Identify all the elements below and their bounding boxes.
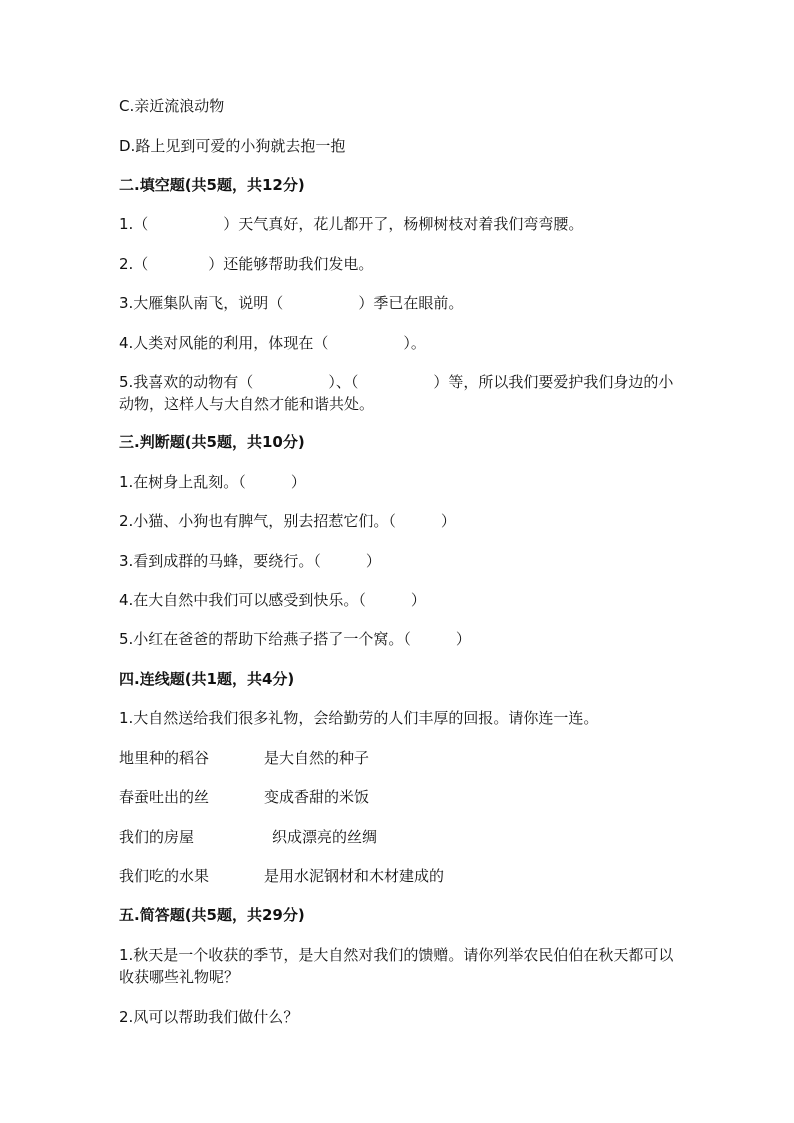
fill-blank-item-1: 1.（ ）天气真好，花儿都开了，杨柳树枝对着我们弯弯腰。 <box>119 215 584 233</box>
short-answer-item-2: 2.风可以帮助我们做什么？ <box>119 1008 299 1026</box>
matching-right-item: 织成漂亮的丝绸 <box>272 828 378 846</box>
matching-left-item: 地里种的稻谷 <box>119 749 210 767</box>
section-heading-judge: 三.判断题(共5题，共10分) <box>119 433 305 451</box>
section-heading-matching: 四.连线题(共1题，共4分) <box>119 670 295 688</box>
judge-item-2: 2.小猫、小狗也有脾气，别去招惹它们。（ ） <box>119 512 456 530</box>
choice-option-d: D.路上见到可爱的小狗就去抱一抱 <box>119 137 346 155</box>
matching-right-item: 是大自然的种子 <box>264 749 370 767</box>
fill-blank-item-4: 4.人类对风能的利用，体现在（ ）。 <box>119 334 426 352</box>
fill-blank-item-3: 3.大雁集队南飞，说明（ ）季已在眼前。 <box>119 294 464 312</box>
section-heading-fill-blank: 二.填空题(共5题，共12分) <box>119 176 305 194</box>
matching-left-item: 春蚕吐出的丝 <box>119 788 210 806</box>
judge-item-1: 1.在树身上乱刻。（ ） <box>119 473 306 491</box>
fill-blank-item-2: 2.（ ）还能够帮助我们发电。 <box>119 255 374 273</box>
matching-right-item: 变成香甜的米饭 <box>264 788 370 806</box>
fill-blank-item-5: 5.我喜欢的动物有（ ）、（ ）等，所以我们要爱护我们身边的小动物，这样人与大自然才能和谐共处。 <box>119 373 674 413</box>
section-heading-short-answer: 五.简答题(共5题，共29分) <box>119 906 305 924</box>
matching-left-item: 我们吃的水果 <box>119 867 210 885</box>
judge-item-5: 5.小红在爸爸的帮助下给燕子搭了一个窝。（ ） <box>119 630 471 648</box>
choice-option-c: C.亲近流浪动物 <box>119 97 225 115</box>
matching-prompt: 1.大自然送给我们很多礼物，会给勤劳的人们丰厚的回报。请你连一连。 <box>119 709 599 727</box>
judge-item-4: 4.在大自然中我们可以感受到快乐。（ ） <box>119 591 426 609</box>
judge-item-3: 3.看到成群的马蜂，要绕行。（ ） <box>119 552 381 570</box>
short-answer-item-1: 1.秋天是一个收获的季节，是大自然对我们的馈赠。请你列举农民伯伯在秋天都可以收获哪些礼物呢？ <box>119 946 674 986</box>
matching-left-item: 我们的房屋 <box>119 828 195 846</box>
matching-right-item: 是用水泥钢材和木材建成的 <box>264 867 445 885</box>
